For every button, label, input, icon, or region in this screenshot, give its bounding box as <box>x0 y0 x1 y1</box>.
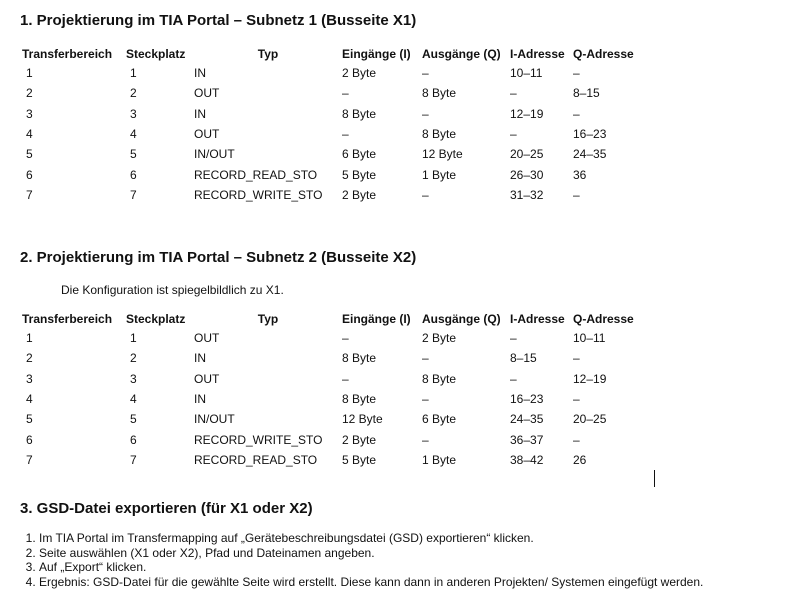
table-cell: 12–19 <box>510 106 544 121</box>
table-cell: – <box>573 187 580 202</box>
table-cell: IN <box>194 106 206 121</box>
section3-title: 3. GSD-Datei exportieren (für X1 oder X2) <box>20 500 313 517</box>
table-cell: – <box>422 392 429 407</box>
table-cell: 2 Byte <box>422 331 457 346</box>
table-cell: 1 Byte <box>422 452 457 467</box>
table-cell: – <box>342 86 349 101</box>
export-steps-list <box>23 531 703 589</box>
table-row <box>22 104 643 124</box>
table-cell: 2 <box>26 86 33 101</box>
table-cell: 36 <box>573 167 587 182</box>
table-cell: 7 <box>130 452 137 467</box>
col-header: Q-Adresse <box>573 312 634 326</box>
table-cell: 8 Byte <box>342 392 377 407</box>
table-cell: 5 <box>26 412 33 427</box>
table-cell: 20–25 <box>573 412 607 427</box>
table-cell: 1 <box>26 66 33 81</box>
table-cell: – <box>422 106 429 121</box>
list-item: 1. Im TIA Portal im Transfermapping auf „Gerätebeschreibungsdatei (GSD) exportieren“ klicken. <box>39 531 703 546</box>
table-cell: 31–32 <box>510 187 544 202</box>
subnet2-table <box>22 310 643 470</box>
table-cell: – <box>573 106 580 121</box>
table-cell: 8 Byte <box>342 106 377 121</box>
table-row <box>22 369 643 389</box>
table-cell: 2 Byte <box>342 432 377 447</box>
table-cell: 5 <box>130 412 137 427</box>
subnet2-rows <box>22 328 643 470</box>
table-cell: 2 Byte <box>342 187 377 202</box>
table-cell: IN <box>194 351 206 366</box>
table-row <box>22 328 643 348</box>
col-header: Steckplatz <box>126 47 186 61</box>
mirror-note: Die Konfiguration ist spiegelbildlich zu X1. <box>61 283 284 297</box>
table-cell: IN/OUT <box>194 412 235 427</box>
table-cell: 6 <box>26 167 33 182</box>
table-cell: 3 <box>26 371 33 386</box>
table-cell: – <box>510 331 517 346</box>
table-cell: – <box>573 66 580 81</box>
table-cell: 2 Byte <box>342 66 377 81</box>
table-row <box>22 144 643 164</box>
table-cell: – <box>342 127 349 142</box>
col-header: Ausgänge (Q) <box>422 47 501 61</box>
table-cell: 1 <box>26 331 33 346</box>
table-cell: 4 <box>130 127 137 142</box>
table-cell: 5 <box>26 147 33 162</box>
col-header: Q-Adresse <box>573 47 634 61</box>
col-header: Transferbereich <box>22 312 113 326</box>
table-cell: 3 <box>130 371 137 386</box>
table-cell: – <box>573 351 580 366</box>
table-row <box>22 83 643 103</box>
table-cell: – <box>573 432 580 447</box>
table-cell: OUT <box>194 371 220 386</box>
table-cell: 5 Byte <box>342 167 377 182</box>
col-header: Steckplatz <box>126 312 186 326</box>
table-cell: 36–37 <box>510 432 544 447</box>
table-cell: 6 Byte <box>422 412 457 427</box>
table-row <box>22 124 643 144</box>
table-cell: 4 <box>26 127 33 142</box>
table-cell: 1 Byte <box>422 167 457 182</box>
table-cell: – <box>422 66 429 81</box>
col-header: Ausgänge (Q) <box>422 312 501 326</box>
table-cell: – <box>422 432 429 447</box>
table-cell: 24–35 <box>510 412 544 427</box>
table-cell: OUT <box>194 127 220 142</box>
table-row <box>22 348 643 368</box>
table-cell: 12–19 <box>573 371 607 386</box>
table-cell: 16–23 <box>573 127 607 142</box>
table-cell: 38–42 <box>510 452 544 467</box>
subnet1-table <box>22 45 643 205</box>
table-header-row <box>22 310 643 328</box>
table-cell: 6 <box>130 167 137 182</box>
table-cell: 5 Byte <box>342 452 377 467</box>
table-cell: 6 <box>26 432 33 447</box>
col-header: Transferbereich <box>22 47 113 61</box>
table-cell: 8 Byte <box>422 86 457 101</box>
table-row <box>22 63 643 83</box>
table-cell: – <box>510 86 517 101</box>
table-cell: 2 <box>130 86 137 101</box>
table-row <box>22 409 643 429</box>
table-row <box>22 429 643 449</box>
col-header: I-Adresse <box>510 47 565 61</box>
table-cell: 8 Byte <box>342 351 377 366</box>
table-cell: 26–30 <box>510 167 544 182</box>
table-cell: 1 <box>130 66 137 81</box>
table-cell: 8 Byte <box>422 371 457 386</box>
text-cursor <box>654 470 655 487</box>
table-cell: 16–23 <box>510 392 544 407</box>
table-row <box>22 450 643 470</box>
table-cell: IN/OUT <box>194 147 235 162</box>
table-cell: 10–11 <box>573 331 606 346</box>
table-cell: 2 <box>26 351 33 366</box>
table-row <box>22 389 643 409</box>
table-header-row <box>22 45 643 63</box>
col-header: Eingänge (I) <box>342 312 411 326</box>
table-cell: 7 <box>26 187 33 202</box>
table-cell: 3 <box>26 106 33 121</box>
col-header: Eingänge (I) <box>342 47 411 61</box>
table-cell: – <box>510 127 517 142</box>
table-cell: – <box>342 371 349 386</box>
table-cell: IN <box>194 392 206 407</box>
table-cell: 8–15 <box>510 351 537 366</box>
subnet1-rows <box>22 63 643 205</box>
table-cell: 8 Byte <box>422 127 457 142</box>
table-cell: 6 <box>130 432 137 447</box>
table-cell: – <box>510 371 517 386</box>
table-cell: OUT <box>194 331 220 346</box>
table-cell: – <box>422 351 429 366</box>
table-cell: 8–15 <box>573 86 600 101</box>
table-cell: 2 <box>130 351 137 366</box>
table-row <box>22 164 643 184</box>
table-cell: RECORD_WRITE_STO <box>194 432 323 447</box>
col-header: I-Adresse <box>510 312 565 326</box>
table-cell: 10–11 <box>510 66 543 81</box>
table-cell: – <box>342 331 349 346</box>
table-cell: – <box>573 392 580 407</box>
table-cell: OUT <box>194 86 220 101</box>
table-cell: 4 <box>130 392 137 407</box>
col-header: Typ <box>257 312 279 326</box>
list-item: 4. Ergebnis: GSD-Datei für die gewählte Seite wird erstellt. Diese kann dann in anderen Projekten/ Systemen eingefügt werden. <box>39 575 703 590</box>
col-header: Typ <box>257 47 279 61</box>
table-cell: RECORD_READ_STO <box>194 452 318 467</box>
list-item: 2. Seite auswählen (X1 oder X2), Pfad und Dateinamen angeben. <box>39 546 703 561</box>
table-cell: 6 Byte <box>342 147 377 162</box>
list-item: 3. Auf „Export“ klicken. <box>39 560 703 575</box>
table-cell: 12 Byte <box>422 147 463 162</box>
table-cell: RECORD_WRITE_STO <box>194 187 323 202</box>
table-cell: 26 <box>573 452 587 467</box>
table-cell: 24–35 <box>573 147 607 162</box>
table-row <box>22 185 643 205</box>
table-cell: 3 <box>130 106 137 121</box>
section2-title: 2. Projektierung im TIA Portal – Subnetz 2 (Busseite X2) <box>20 249 417 266</box>
table-cell: IN <box>194 66 206 81</box>
table-cell: 7 <box>26 452 33 467</box>
table-cell: 7 <box>130 187 137 202</box>
table-cell: 12 Byte <box>342 412 383 427</box>
table-cell: RECORD_READ_STO <box>194 167 318 182</box>
table-cell: 5 <box>130 147 137 162</box>
table-cell: – <box>422 187 429 202</box>
table-cell: 1 <box>130 331 137 346</box>
section1-title: 1. Projektierung im TIA Portal – Subnetz 1 (Busseite X1) <box>20 12 417 29</box>
table-cell: 20–25 <box>510 147 544 162</box>
table-cell: 4 <box>26 392 33 407</box>
